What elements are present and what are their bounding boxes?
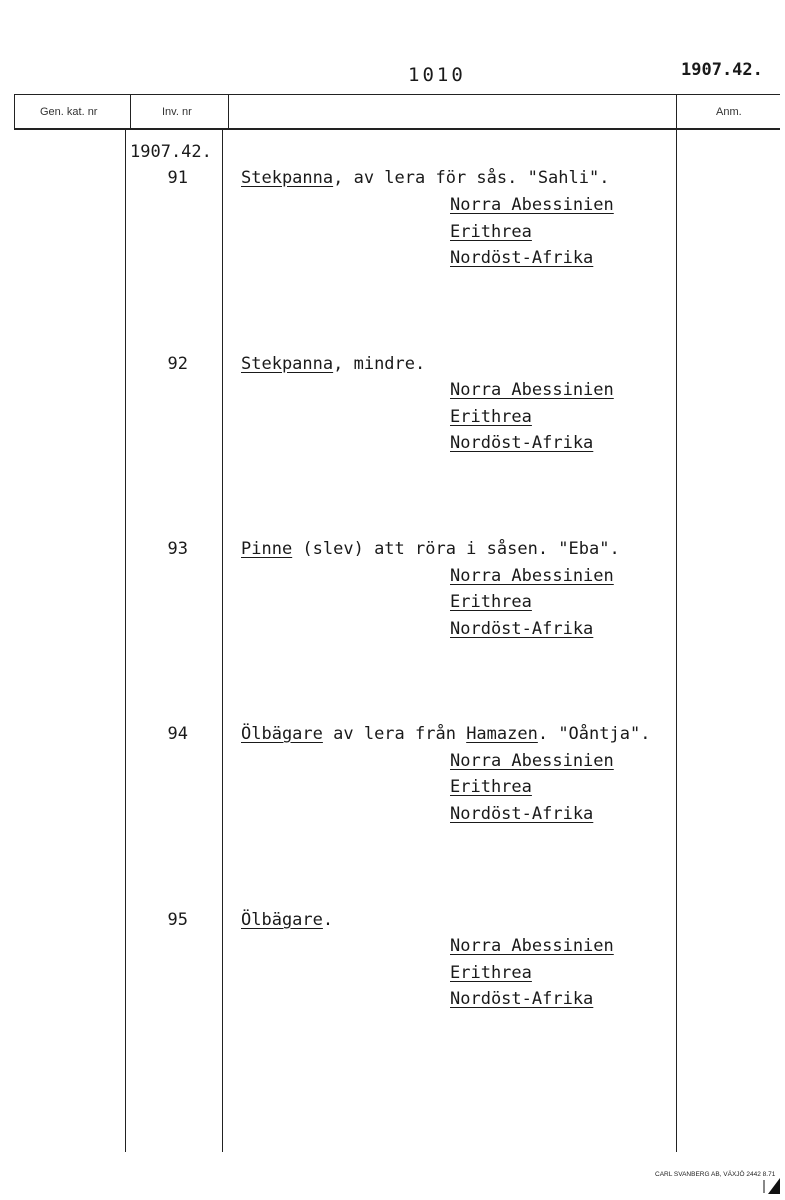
origin-place: Hamazen: [466, 724, 538, 744]
header-anm: Anm.: [716, 106, 742, 118]
item-title: Ölbägare: [241, 910, 323, 930]
place-region: Norra Abessinien: [450, 566, 614, 586]
item-details: .: [322, 910, 334, 930]
entry-description: [241, 168, 609, 188]
corner-cut-mark-icon: [762, 1178, 780, 1194]
place-country: Erithrea: [450, 407, 532, 427]
item-details: , mindre.: [333, 354, 426, 374]
entry-number: 94: [167, 724, 188, 744]
item-details: , av lera för sås. "Sahli".: [333, 168, 610, 188]
place-region: Norra Abessinien: [450, 751, 614, 771]
left-border: [14, 94, 15, 128]
column-divider-gen-inv: [130, 94, 131, 128]
item-details: (slev) att röra i såsen. "Eba".: [292, 539, 620, 559]
item-title: Stekpanna: [241, 354, 334, 374]
header-bottom-rule: [14, 128, 780, 130]
place-country: Erithrea: [450, 222, 532, 242]
item-title: Ölbägare: [241, 724, 323, 744]
item-details: av lera från: [322, 724, 467, 744]
place-continent-area: Nordöst-Afrika: [450, 248, 594, 268]
header-inv: Inv. nr: [162, 106, 192, 118]
place-country: Erithrea: [450, 592, 532, 612]
entry-number: 91: [167, 168, 188, 188]
place-continent-area: Nordöst-Afrika: [450, 619, 594, 639]
entry-number: 92: [167, 354, 188, 374]
entry-description: [241, 354, 425, 374]
place-country: Erithrea: [450, 963, 532, 983]
entry-description: [241, 539, 620, 559]
printer-imprint: CARL SVANBERG AB, VÄXJÖ 2442 8.71: [655, 1171, 776, 1178]
entry-number: 93: [167, 539, 188, 559]
header-gen-kat: Gen. kat. nr: [40, 106, 98, 118]
place-region: Norra Abessinien: [450, 195, 614, 215]
item-title: Pinne: [241, 539, 293, 559]
entry-description: [241, 910, 333, 930]
column-divider-desc-anm: [676, 94, 677, 1152]
column-divider-gen-inv-lower: [125, 130, 126, 1152]
place-continent-area: Nordöst-Afrika: [450, 989, 594, 1009]
inventory-prefix: 1907.42.: [130, 142, 212, 162]
catalog-reference: 1907.42.: [681, 60, 763, 80]
entry-number: 95: [167, 910, 188, 930]
page-number: 1010: [408, 64, 466, 86]
column-divider-inv-desc-upper: [228, 94, 229, 128]
entry-description: [241, 724, 650, 744]
item-title: Stekpanna: [241, 168, 334, 188]
item-details-end: . "Oåntja".: [537, 724, 651, 744]
table-top-rule: [14, 94, 780, 95]
place-country: Erithrea: [450, 777, 532, 797]
place-continent-area: Nordöst-Afrika: [450, 433, 594, 453]
place-region: Norra Abessinien: [450, 380, 614, 400]
place-region: Norra Abessinien: [450, 936, 614, 956]
column-divider-inv-desc-lower: [222, 130, 223, 1152]
place-continent-area: Nordöst-Afrika: [450, 804, 594, 824]
